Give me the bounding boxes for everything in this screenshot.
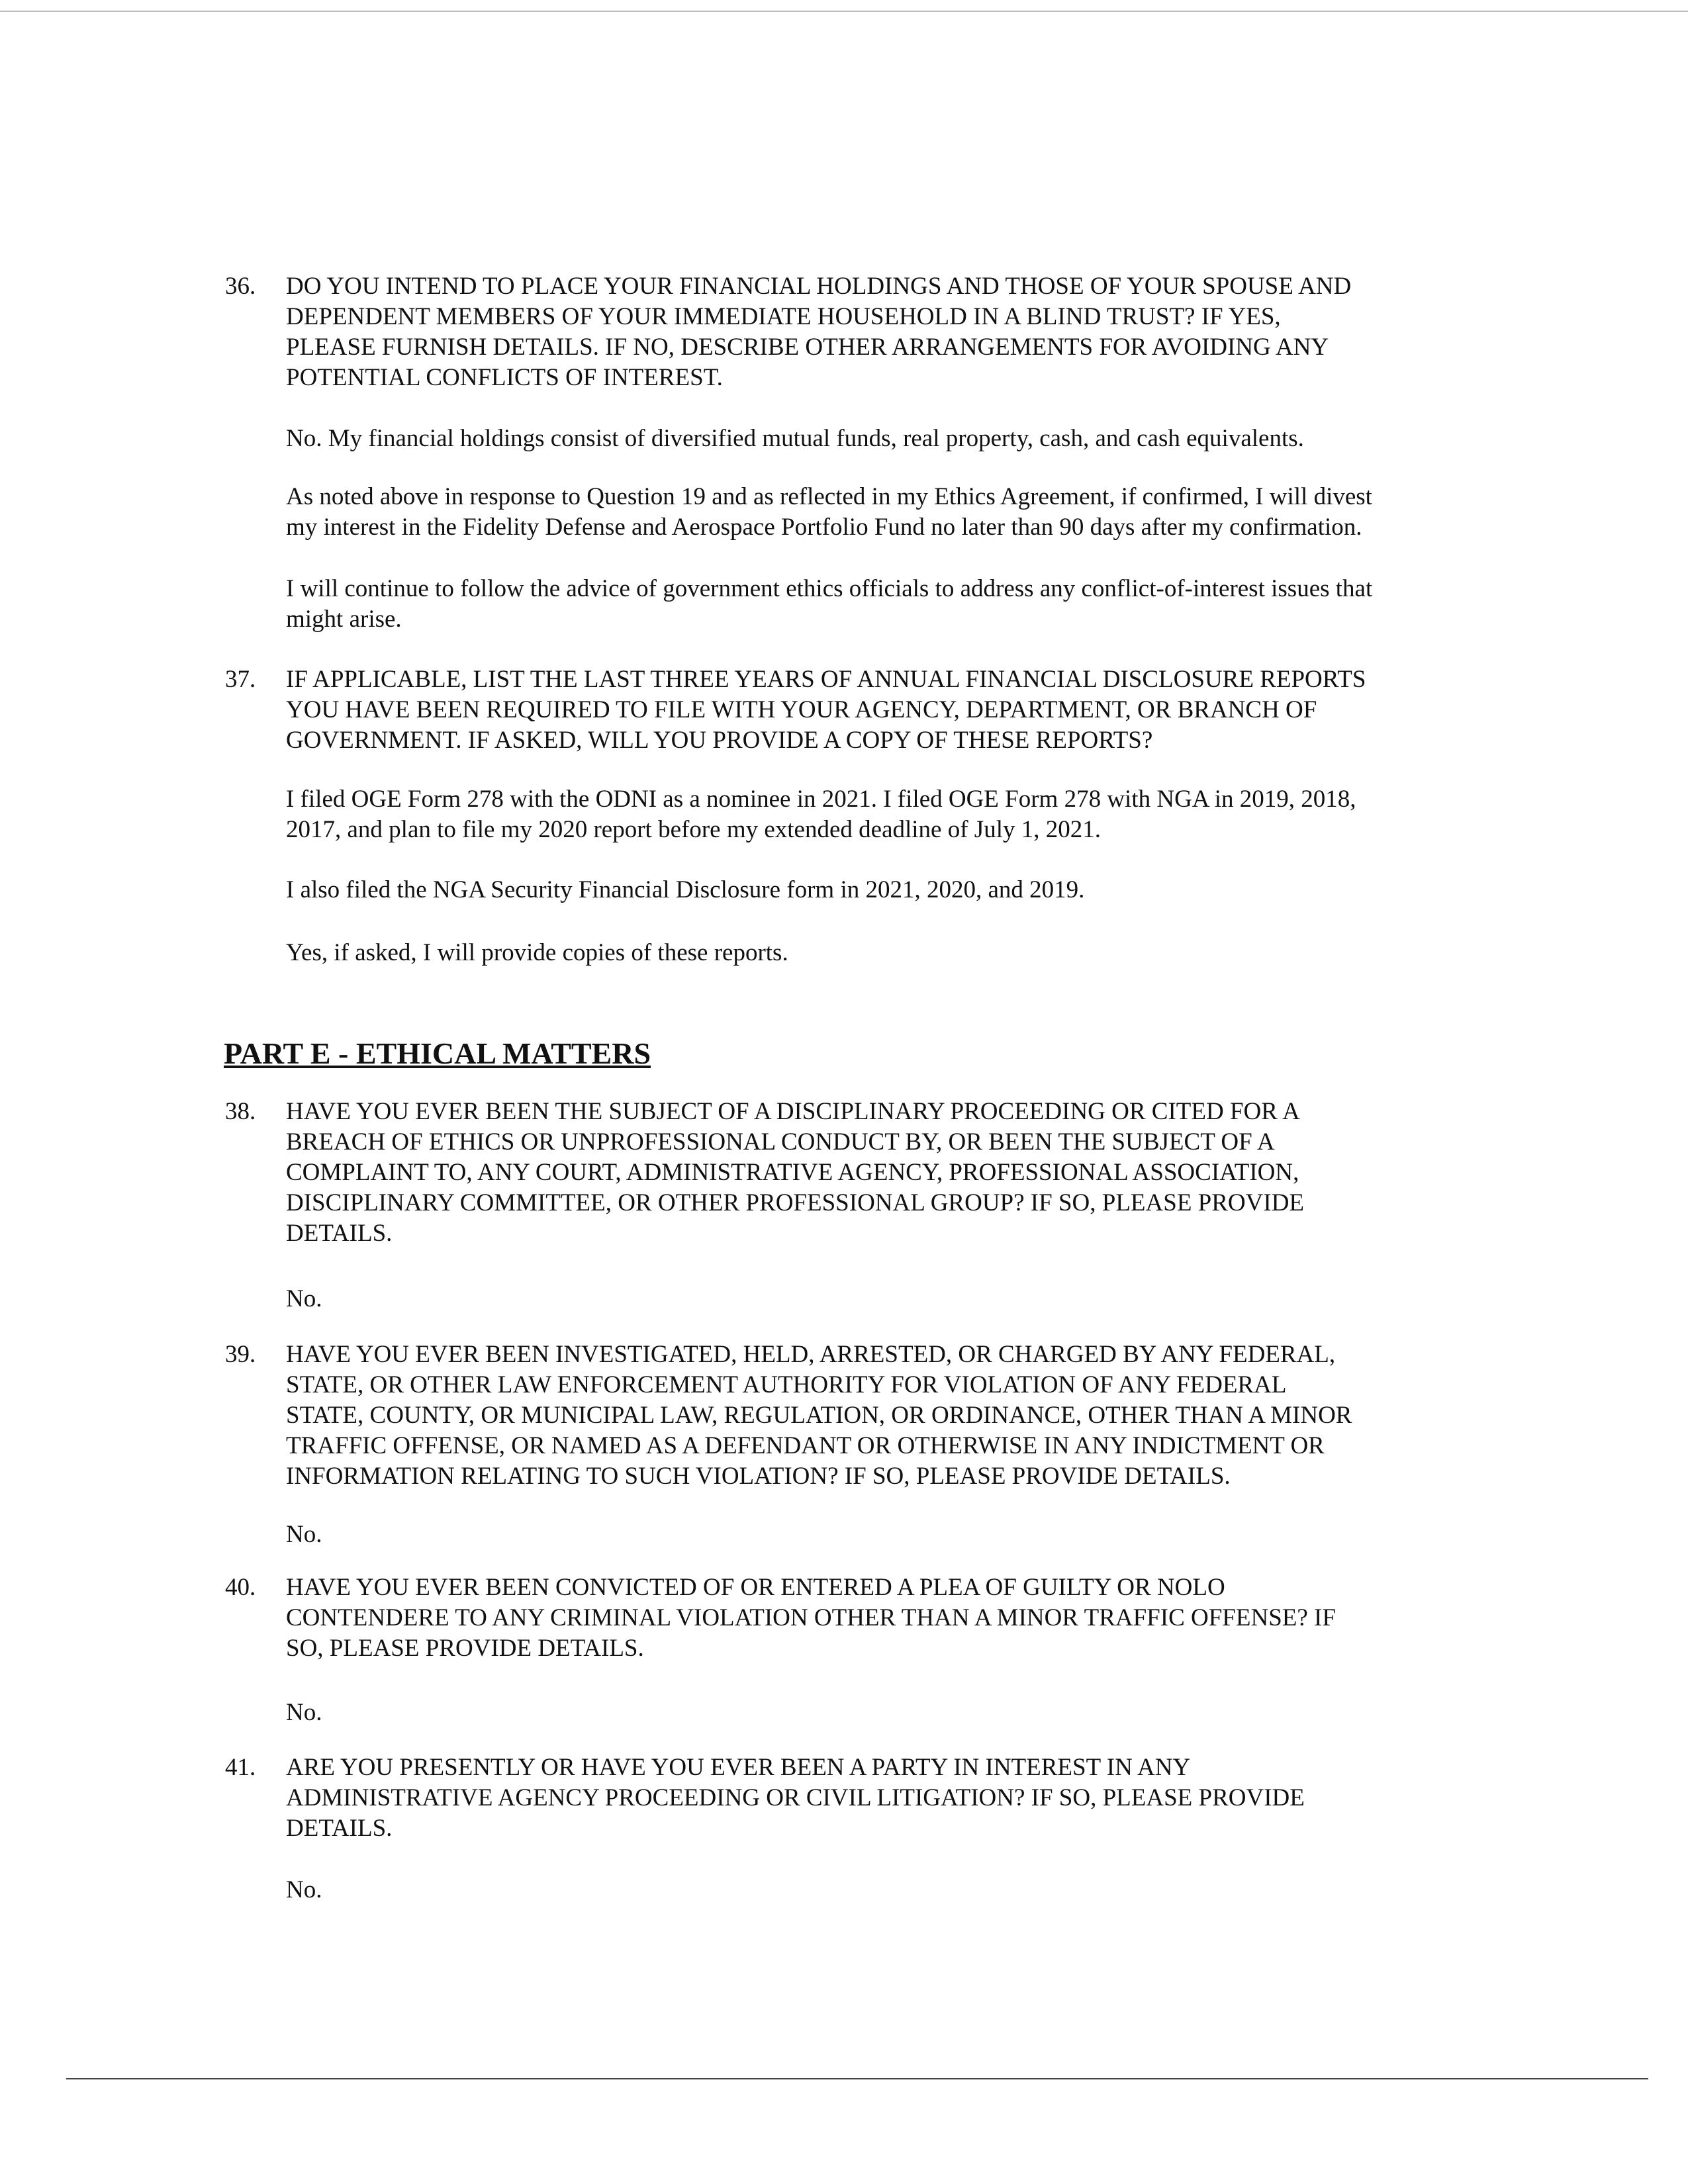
answer-text: No. [286,1285,322,1312]
question-text-line: INFORMATION RELATING TO SUCH VIOLATION? IF SO, PLEASE PROVIDE DETAILS. [286,1463,1231,1490]
answer-paragraph [286,482,1477,543]
question-text-line: STATE, COUNTY, OR MUNICIPAL LAW, REGULATION, OR ORDINANCE, OTHER THAN A MINOR [286,1402,1352,1429]
answer-paragraph [286,875,1477,905]
answer-text-line: As noted above in response to Question 19 and as reflected in my Ethics Agreement, if confirmed, I will divest [286,483,1372,510]
question-text-line: DEPENDENT MEMBERS OF YOUR IMMEDIATE HOUSEHOLD IN A BLIND TRUST? IF YES, [286,303,1281,330]
question-37 [225,664,1477,756]
question-text-line: COMPLAINT TO, ANY COURT, ADMINISTRATIVE AGENCY, PROFESSIONAL ASSOCIATION, [286,1159,1299,1186]
section-heading: PART E - ETHICAL MATTERS [224,1036,651,1070]
question-text-line: ADMINISTRATIVE AGENCY PROCEEDING OR CIVIL LITIGATION? IF SO, PLEASE PROVIDE [286,1784,1305,1811]
question-text-line: TRAFFIC OFFENSE, OR NAMED AS A DEFENDANT OR OTHERWISE IN ANY INDICTMENT OR [286,1432,1325,1459]
question-36 [225,271,1477,393]
question-number: 37. [225,666,256,693]
answer-text-line: might arise. [286,606,402,633]
question-text-line: POTENTIAL CONFLICTS OF INTEREST. [286,364,723,391]
answer-text: No. [286,1699,322,1726]
answer-paragraph [286,1284,1477,1314]
question-text-line: ARE YOU PRESENTLY OR HAVE YOU EVER BEEN A PARTY IN INTEREST IN ANY [286,1754,1191,1781]
question-text-line: HAVE YOU EVER BEEN THE SUBJECT OF A DISCIPLINARY PROCEEDING OR CITED FOR A [286,1098,1300,1125]
question-text-line: YOU HAVE BEEN REQUIRED TO FILE WITH YOUR AGENCY, DEPARTMENT, OR BRANCH OF [286,696,1317,723]
answer-paragraph [286,784,1477,845]
question-text-line: BREACH OF ETHICS OR UNPROFESSIONAL CONDUCT BY, OR BEEN THE SUBJECT OF A [286,1128,1275,1156]
question-number: 39. [225,1341,256,1368]
question-40 [225,1572,1477,1664]
answer-paragraph [286,1698,1477,1728]
answer-text: No. [286,1876,322,1903]
question-text-line: CONTENDERE TO ANY CRIMINAL VIOLATION OTHER THAN A MINOR TRAFFIC OFFENSE? IF [286,1604,1336,1631]
question-text-line: DO YOU INTEND TO PLACE YOUR FINANCIAL HOLDINGS AND THOSE OF YOUR SPOUSE AND [286,273,1352,300]
question-number: 41. [225,1754,256,1781]
top-scan-line [0,11,1688,12]
answer-text-line: I also filed the NGA Security Financial Disclosure form in 2021, 2020, and 2019. [286,876,1085,903]
bottom-rule [66,2078,1648,2079]
question-text-line: PLEASE FURNISH DETAILS. IF NO, DESCRIBE OTHER ARRANGEMENTS FOR AVOIDING ANY [286,334,1329,361]
question-text-line: SO, PLEASE PROVIDE DETAILS. [286,1635,644,1662]
question-text-line: STATE, OR OTHER LAW ENFORCEMENT AUTHORITY FOR VIOLATION OF ANY FEDERAL [286,1371,1287,1398]
answer-text-line: 2017, and plan to file my 2020 report before my extended deadline of July 1, 2021. [286,816,1101,843]
question-38 [225,1097,1477,1249]
answer-paragraph [286,1875,1477,1905]
answer-text-line: I will continue to follow the advice of government ethics officials to address any conflict-of-interest issues that [286,575,1373,602]
question-text-line: DETAILS. [286,1815,393,1842]
question-text-line: HAVE YOU EVER BEEN INVESTIGATED, HELD, ARRESTED, OR CHARGED BY ANY FEDERAL, [286,1341,1336,1368]
question-text-line: DISCIPLINARY COMMITTEE, OR OTHER PROFESSIONAL GROUP? IF SO, PLEASE PROVIDE [286,1189,1305,1216]
answer-paragraph [286,424,1477,454]
answer-text: No. [286,1521,322,1548]
answer-paragraph [286,574,1477,635]
question-text-line: DETAILS. [286,1220,393,1247]
question-text-line: GOVERNMENT. IF ASKED, WILL YOU PROVIDE A COPY OF THESE REPORTS? [286,727,1153,754]
question-text-line: HAVE YOU EVER BEEN CONVICTED OF OR ENTERED A PLEA OF GUILTY OR NOLO [286,1574,1225,1601]
answer-text-line: Yes, if asked, I will provide copies of these reports. [286,939,788,966]
answer-text-line: my interest in the Fidelity Defense and Aerospace Portfolio Fund no later than 90 days after my confirmation. [286,514,1362,541]
answer-text-line: I filed OGE Form 278 with the ODNI as a nominee in 2021. I filed OGE Form 278 with NGA in 2019, 2018, [286,786,1356,813]
question-41 [225,1752,1477,1844]
question-39 [225,1340,1477,1492]
question-number: 38. [225,1098,256,1125]
answer-text-line: No. My financial holdings consist of diversified mutual funds, real property, cash, and cash equivalents. [286,425,1304,452]
question-number: 36. [225,273,256,300]
question-number: 40. [225,1574,256,1601]
question-text-line: IF APPLICABLE, LIST THE LAST THREE YEARS OF ANNUAL FINANCIAL DISCLOSURE REPORTS [286,666,1366,693]
answer-paragraph [286,938,1477,968]
answer-paragraph [286,1520,1477,1550]
